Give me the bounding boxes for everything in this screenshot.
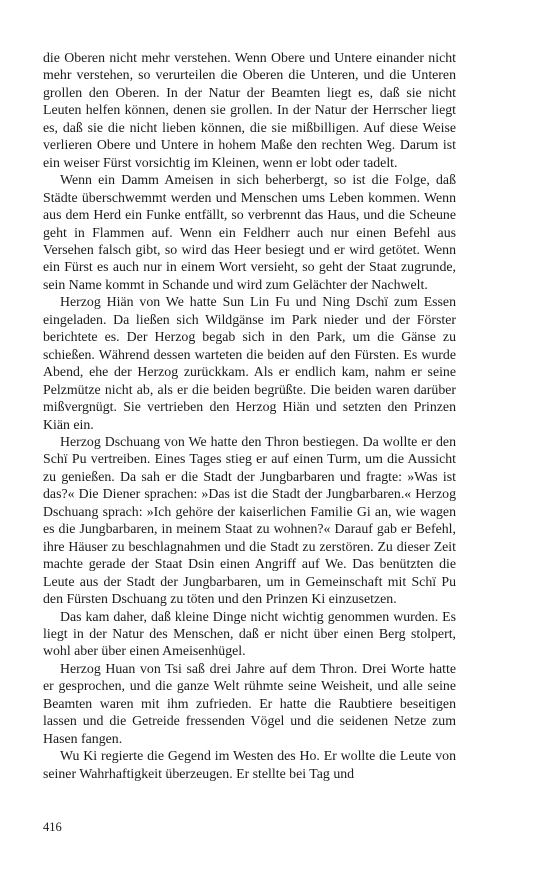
paragraph-6: Herzog Huan von Tsi saß drei Jahre auf dem Thron. Drei Worte hatte er gesprochen, und die ganze Welt rühmte seine Weisheit, und alle seine Beamten waren mit ihm zufrieden. Er hatte die Raubtiere beseitigen lassen und die Getreide fressenden Vögel und die seidenen Netze zum Hasen fangen. — [43, 660, 456, 746]
paragraph-2: Wenn ein Damm Ameisen in sich beherbergt, so ist die Folge, daß Städte überschwemmt werden und Menschen ums Leben kommen. Wenn aus dem Herd ein Funke entfällt, so verbrennt das Haus, und die Scheune geht in Flammen auf. Wenn ein Feldherr auch nur einen Befehl aus Versehen falsch gibt, so wird das Heer besiegt und er wird getötet. Wenn ein Fürst es auch nur in einem Wort versieht, so geht der Staat zugrunde, sein Name kommt in Schande und wird zum Gelächter der Nachwelt. — [43, 172, 456, 292]
paragraph-1: die Oberen nicht mehr verstehen. Wenn Obere und Untere einander nicht mehr verstehen, so verurteilen die Oberen die Unteren, und die Unteren grollen den Oberen. In der Natur der Beamten liegt es, daß sie nicht Leuten helfen können, denen sie grollen. In der Natur der Herrscher liegt es, daß sie die nicht lieben können, die sie mißbilligen. Auf diese Weise verlieren Obere und Untere in hohem Maße den rechten Weg. Darum ist ein weiser Fürst vorsichtig im Kleinen, wenn er lobt oder tadelt. — [43, 50, 456, 170]
paragraph-5: Das kam daher, daß kleine Dinge nicht wichtig genommen wurden. Es liegt in der Natur des Menschen, daß er nicht über einen Berg stolpert, wohl aber über einen Ameisenhügel. — [43, 608, 456, 659]
page-text — [43, 49, 456, 782]
paragraph-4: Herzog Dschuang von We hatte den Thron bestiegen. Da wollte er den Schï Pu vertreiben. Eines Tages stieg er auf einen Turm, um die Aussicht zu genießen. Da sah er die Stadt der Jungbarbaren und fragte: »Was ist das?« Die Diener sprachen: »Das ist die Stadt der Jungbarbaren.« Herzog Dschuang sprach: »Ich gehöre der kaiserlichen Familie Gi an, wie wagen es die Jungbarbaren, in meinem Staat zu wohnen?« Darauf gab er Befehl, ihre Häuser zu beschlagnahmen und die Stadt zu zerstören. Zu dieser Zeit machte gerade der Staat Dsin einen Angriff auf We. Das benützten die Leute aus der Stadt der Jungbarbaren, um in Gemeinschaft mit Schï Pu den Fürsten Dschuang zu töten und den Prinzen Ki einzusetzen. — [43, 433, 456, 607]
paragraph-3: Herzog Hiän von We hatte Sun Lin Fu und Ning Dschï zum Essen eingeladen. Da ließen sich Wildgänse im Park nieder und der Förster berichtete es. Der Herzog begab sich in den Park, um die Gänse zu schießen. Während dessen warteten die beiden auf den Fürsten. Es wurde Abend, ehe der Herzog zurückkam. Als er endlich kam, nahm er seine Pelzmütze nicht ab, als er die beiden begrüßte. Die beiden waren darüber mißvergnügt. Sie vertrieben den Herzog Hiän und setzten den Prinzen Kiän ein. — [43, 294, 456, 432]
paragraph-7: Wu Ki regierte die Gegend im Westen des Ho. Er wollte die Leute von seiner Wahrhaftigkeit überzeugen. Er stellte bei Tag und — [43, 748, 456, 781]
page-number: 416 — [43, 820, 62, 834]
